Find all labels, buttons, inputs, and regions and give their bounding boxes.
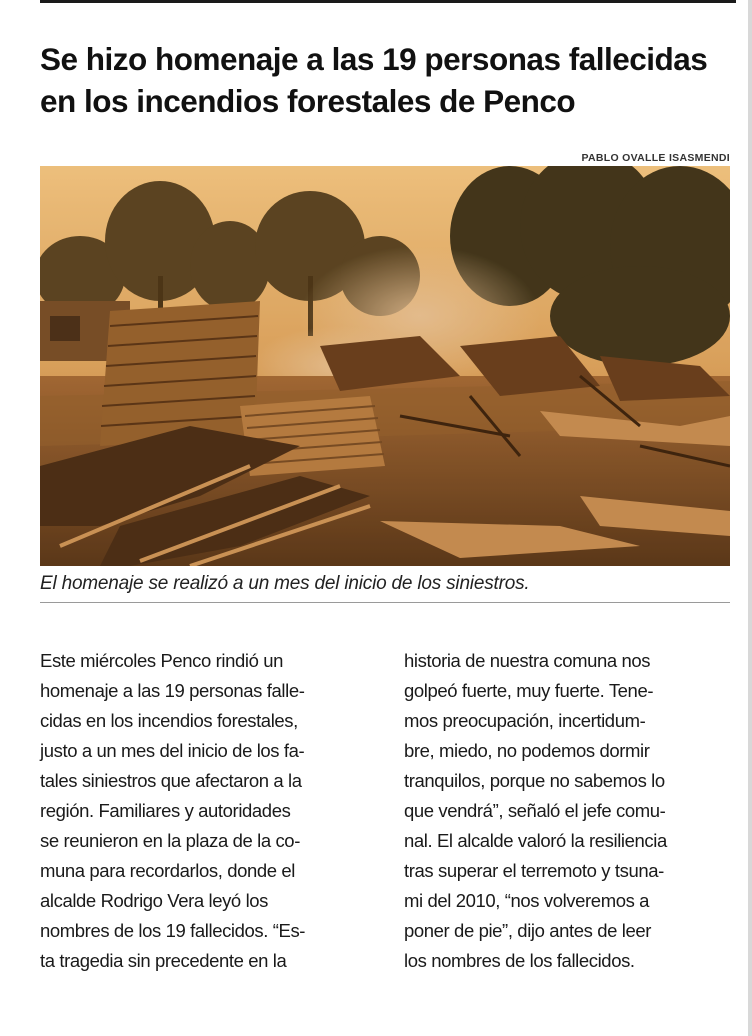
body-line: cidas en los incendios forestales, [40,710,298,731]
body-line: homenaje a las 19 personas falle- [40,680,305,701]
page-edge-shadow [748,0,752,1036]
body-line: historia de nuestra comuna nos [404,650,651,671]
photo-credit: PABLO OVALLE ISASMENDI [581,152,730,164]
article-photo [40,166,730,566]
body-line: bre, miedo, no podemos dormir [404,740,650,761]
body-line: tranquilos, porque no sabemos lo [404,770,665,791]
body-line: ta tragedia sin precedente en la [40,950,287,971]
headline [40,38,740,122]
body-line: nal. El alcalde valoró la resiliencia [404,830,667,851]
body-line: nombres de los 19 fallecidos. “Es- [40,920,306,941]
body-line: tras superar el terremoto y tsuna- [404,860,664,881]
body-line: tales siniestros que afectaron a la [40,770,302,791]
photo-caption: El homenaje se realizó a un mes del inicio de los siniestros. [40,573,530,594]
body-line: golpeó fuerte, muy fuerte. Tene- [404,680,654,701]
headline-line-2: en los incendios forestales de Penco [40,83,576,119]
body-line: mos preocupación, incertidum- [404,710,646,731]
body-line: región. Familiares y autoridades [40,800,291,821]
caption-rule [40,602,730,603]
body-line: que vendrá”, señaló el jefe comu- [404,800,666,821]
headline-line-1: Se hizo homenaje a las 19 personas fallecidas [40,41,708,77]
body-column-right [404,646,740,976]
body-line: muna para recordarlos, donde el [40,860,295,881]
body-line: alcalde Rodrigo Vera leyó los [40,890,269,911]
body-line: se reunieron en la plaza de la co- [40,830,300,851]
body-line: los nombres de los fallecidos. [404,950,635,971]
body-column-left [40,646,376,976]
top-rule [40,0,736,3]
body-line: mi del 2010, “nos volveremos a [404,890,650,911]
body-line: poner de pie”, dijo antes de leer [404,920,652,941]
body-line: Este miércoles Penco rindió un [40,650,284,671]
body-line: justo a un mes del inicio de los fa- [40,740,305,761]
